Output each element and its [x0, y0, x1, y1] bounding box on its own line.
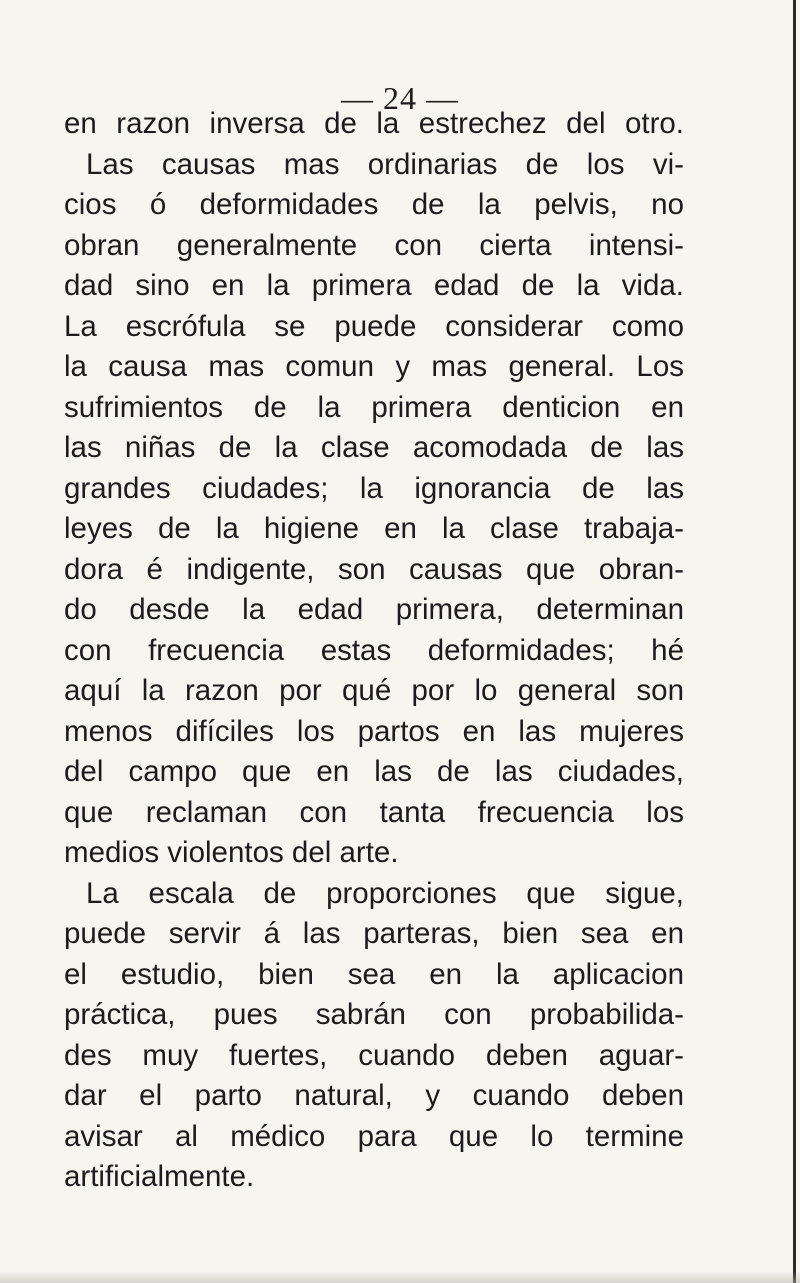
text-line: cios ó deformidades de la pelvis, no — [64, 188, 684, 221]
text-line: artificialmente. — [64, 1160, 255, 1193]
text-line: sufrimientos de la primera denticion en — [64, 390, 684, 424]
page-bottom-shadow — [0, 1271, 800, 1283]
text-line: práctica, pues sabrán con probabilida- — [64, 998, 684, 1031]
text-line: Las causas mas ordinarias de los vi- — [86, 147, 684, 181]
text-line: la causa mas comun y mas general. Los — [64, 350, 684, 383]
text-line: leyes de la higiene en la clase trabaja- — [64, 512, 684, 545]
text-line: las niñas de la clase acomodada de las — [64, 431, 684, 464]
text-line: La escrófula se puede considerar como — [64, 309, 684, 343]
text-line: dad sino en la primera edad de la vida. — [64, 269, 684, 302]
text-line: medios violentos del arte. — [64, 836, 399, 869]
page-edge-line — [793, 0, 796, 1283]
text-line: que reclaman con tanta frecuencia los — [64, 795, 684, 829]
text-line: el estudio, bien sea en la aplicacion — [64, 957, 684, 991]
text-line: menos difíciles los partos en las mujeres — [64, 714, 684, 748]
text-line: avisar al médico para que lo termine — [64, 1119, 684, 1153]
text-line: des muy fuertes, cuando deben aguar- — [64, 1038, 684, 1072]
text-line: del campo que en las de las ciudades, — [64, 755, 684, 788]
text-line: con frecuencia estas deformidades; hé — [64, 633, 684, 667]
text-line: aquí la razon por qué por lo general son — [64, 674, 684, 707]
text-line: dar el parto natural, y cuando deben — [64, 1079, 684, 1112]
text-line: puede servir á las parteras, bien sea en — [64, 917, 684, 950]
text-line: en razon inversa de la estrechez del otro. — [64, 107, 684, 140]
text-line: obran generalmente con cierta intensi- — [64, 228, 684, 262]
body-text — [64, 104, 684, 1198]
text-line: grandes ciudades; la ignorancia de las — [64, 471, 684, 505]
page-number: — 24 — — [341, 80, 459, 116]
text-line: do desde la edad primera, determinan — [64, 593, 684, 626]
text-line: La escala de proporciones que sigue, — [86, 876, 684, 910]
text-line: dora é indigente, son causas que obran- — [64, 552, 684, 586]
